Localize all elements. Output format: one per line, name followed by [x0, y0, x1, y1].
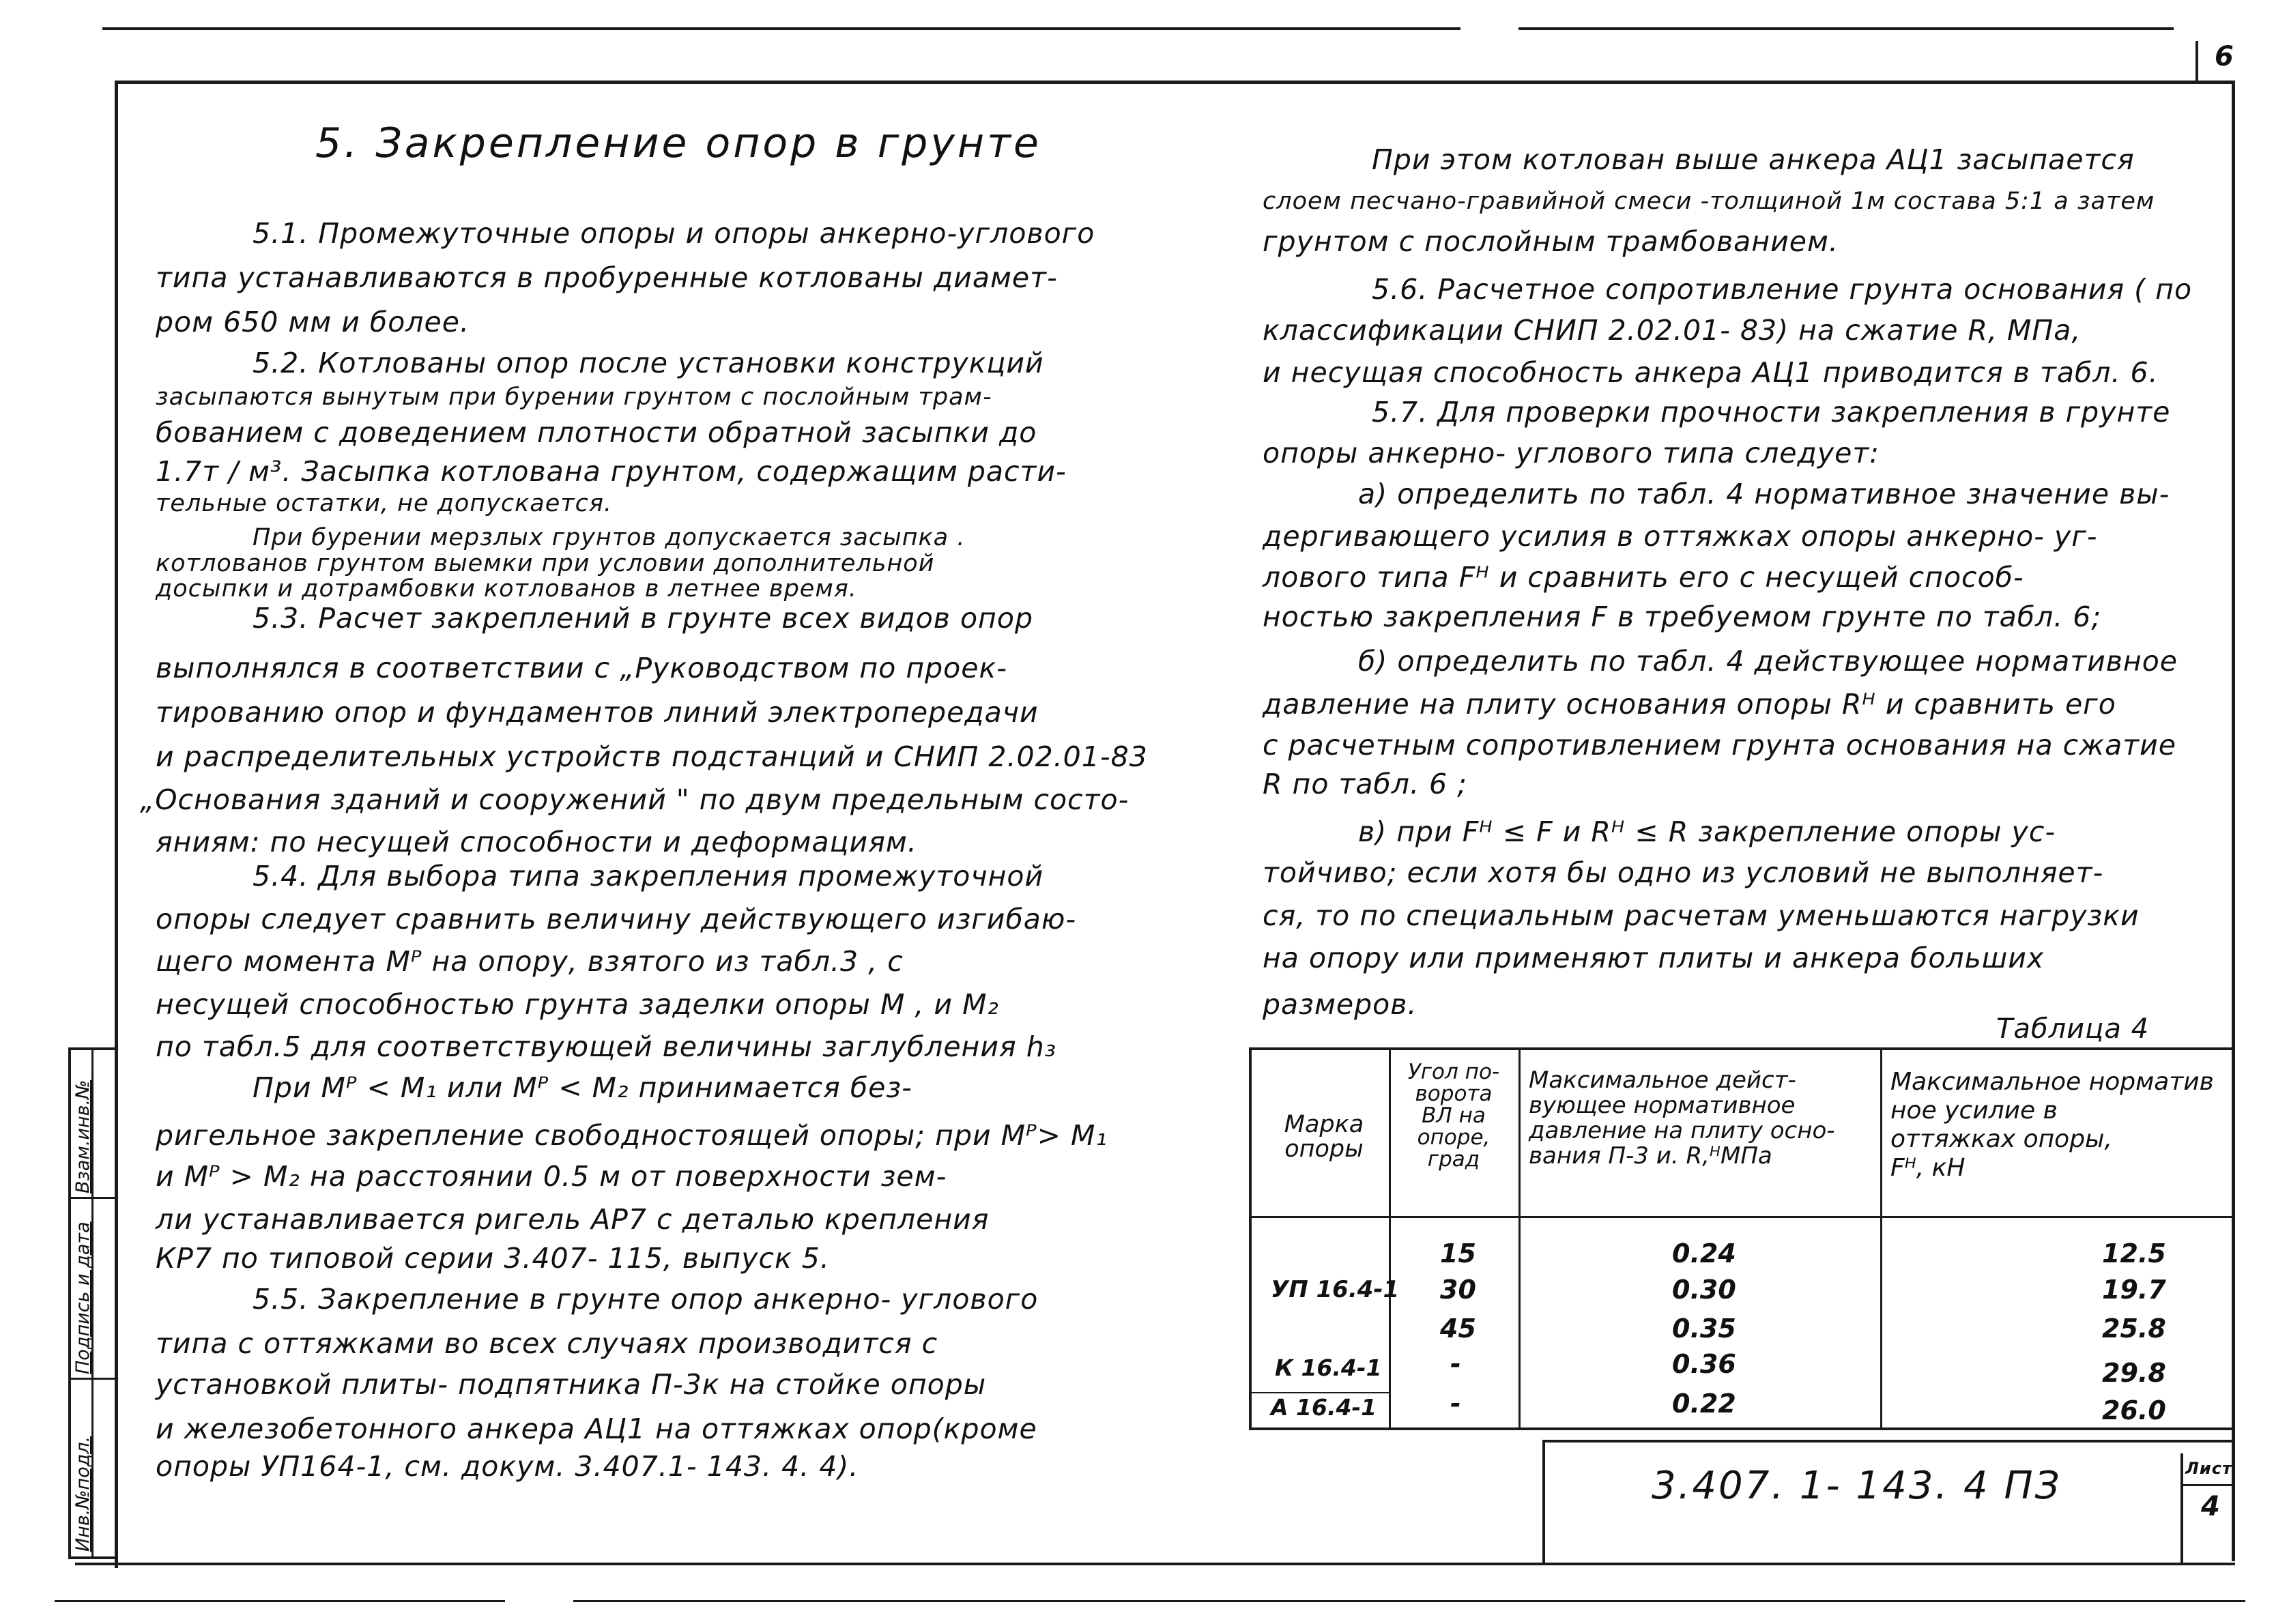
table-caption: Таблица 4 — [1996, 1013, 2150, 1045]
para-5-4-line: ли устанавливается ригель АР7 с деталью крепления — [156, 1203, 990, 1236]
para-5-2-line: 5.2. Котлованы опор после установки конструкций — [253, 347, 1044, 379]
para-5-4-line: 5.4. Для выбора типа закрепления промежуточной — [253, 860, 1044, 893]
para-5-7c-line: размеров. — [1263, 988, 1417, 1021]
header-pressure: Максимальное дейст- вующее нормативное давление на плиту осно- вания П-3 и. R,ᴴМПа — [1529, 1067, 1835, 1170]
row-4-pressure: 0.36 — [1672, 1349, 1736, 1379]
top-line-right — [1518, 27, 2174, 30]
row-3-force: 25.8 — [2102, 1314, 2166, 1344]
para-5-5-line: и железобетонного анкера АЦ1 на оттяжках опор(кроме — [156, 1412, 1037, 1445]
para-5-2-line: засыпаются вынутым при бурении грунтом с послойным трам- — [156, 383, 992, 411]
row-1-angle: 15 — [1440, 1238, 1476, 1268]
row-5-mark-separator — [1249, 1392, 1389, 1393]
row-2-pressure: 0.30 — [1672, 1275, 1736, 1305]
para-5-4-line: по табл.5 для соответствующей величины заглубления h₃ — [156, 1030, 1057, 1063]
row-5-mark: А 16.4-1 — [1271, 1394, 1377, 1421]
frame-bottom — [75, 1563, 2235, 1565]
para-5-7c-line: ся, то по специальным расчетам уменьшаются нагрузки — [1263, 899, 2140, 932]
row-2-angle: 30 — [1440, 1275, 1476, 1305]
frame-top — [115, 81, 2235, 84]
para-5-3-line: выполнялся в соответствии с „Руководством по проек- — [156, 652, 1008, 684]
para-5-2-frozen-line: котлованов грунтом выемки при условии дополнительной — [156, 550, 935, 577]
para-5-5-line: опоры УП164-1, см. докум. 3.407.1- 143. 4. 4). — [156, 1450, 859, 1483]
para-5-2-frozen-line: досыпки и дотрамбовки котлованов в летнее время. — [156, 575, 857, 603]
para-5-1-line: ром 650 мм и более. — [156, 306, 470, 338]
para-5-7a-line: дергивающего усилия в оттяжках опоры анкерно- уг- — [1263, 520, 2098, 553]
para-5-7b-line: давление на плиту основания опоры Rᴴ и сравнить его — [1263, 688, 2116, 721]
para-5-5-cont-line: грунтом с послойным трамбованием. — [1263, 225, 1839, 258]
para-5-7a-line: ностью закрепления F в требуемом грунте по табл. 6; — [1263, 600, 2102, 633]
para-5-5-cont-line: слоем песчано-гравийной смеси -толщиной 1м состава 5:1 а затем — [1263, 188, 2155, 215]
para-5-7b-line: R по табл. 6 ; — [1263, 768, 1467, 800]
title-block-top — [1542, 1440, 2235, 1442]
bottom-line-left — [55, 1600, 505, 1602]
para-5-3-line: тированию опор и фундаментов линий электропередачи — [156, 696, 1039, 729]
para-5-4-line: КР7 по типовой серии 3.407- 115, выпуск 5. — [156, 1242, 830, 1275]
para-5-7b-line: б) определить по табл. 4 действующее нормативное — [1358, 645, 2178, 678]
para-5-2-frozen-line: При бурении мерзлых грунтов допускается засыпка . — [253, 524, 966, 551]
para-5-2-line: 1.7т / м³. Засыпка котлована грунтом, содержащим расти- — [156, 455, 1067, 488]
header-force: Максимальное норматив ное усилие в оттяжках опоры, Fᴴ, кН — [1890, 1068, 2214, 1182]
frame-right — [2232, 81, 2235, 1561]
table-header-bottom — [1249, 1216, 2235, 1218]
para-5-1-line: типа устанавливаются в пробуренные котлованы диамет- — [156, 261, 1058, 294]
table-col-divider-3 — [1880, 1047, 1882, 1430]
section-heading: 5. Закрепление опор в грунте — [315, 119, 1041, 167]
para-5-7-line: 5.7. Для проверки прочности закрепления в грунте — [1372, 396, 2171, 429]
row-3-angle: 45 — [1440, 1314, 1476, 1344]
para-5-7a-line: лового типа Fᴴ и сравнить его с несущей способ- — [1263, 561, 2024, 594]
side-stamp-strip — [68, 1047, 117, 1559]
para-5-7b-line: с расчетным сопротивлением грунта основания на сжатие — [1263, 729, 2176, 762]
para-5-7-line: опоры анкерно- углового типа следует: — [1263, 437, 1880, 469]
row-1-pressure: 0.24 — [1672, 1238, 1736, 1268]
para-5-5-line: типа с оттяжками во всех случаях производится с — [156, 1327, 938, 1360]
para-5-1-line: 5.1. Промежуточные опоры и опоры анкерно-углового — [253, 217, 1095, 250]
title-block-left — [1542, 1440, 1545, 1563]
para-5-5-line: установкой плиты- подпятника П-3к на стойке опоры — [156, 1368, 987, 1401]
para-5-3-line: яниям: по несущей способности и деформациям. — [156, 826, 917, 858]
row-2-force: 19.7 — [2102, 1275, 2166, 1305]
row-4-force: 29.8 — [2102, 1358, 2166, 1388]
table-left-border — [1249, 1047, 1252, 1430]
row-1-force: 12.5 — [2102, 1238, 2166, 1268]
para-5-4-line: При Mᴾ < M₁ или Mᴾ < M₂ принимается без- — [253, 1071, 912, 1104]
header-angle: Угол по- ворота ВЛ на опоре, град — [1407, 1060, 1500, 1172]
side-label-signature-date: Подпись и дата — [72, 1221, 93, 1374]
para-5-2-line: тельные остатки, не допускается. — [156, 490, 613, 517]
row-2-mark: УП 16.4-1 — [1271, 1276, 1400, 1303]
table-bottom-border — [1249, 1427, 2235, 1430]
title-block-sheet-label-line — [2180, 1484, 2235, 1486]
para-5-6-line: 5.6. Расчетное сопротивление грунта основания ( по — [1372, 273, 2193, 306]
side-label-inventory: Инв.№подл. — [72, 1436, 93, 1552]
table-top-border — [1249, 1047, 2235, 1050]
row-5-angle: - — [1450, 1389, 1461, 1419]
para-5-6-line: и несущая способность анкера АЦ1 приводится в табл. 6. — [1263, 356, 2159, 389]
document-code: 3.407. 1- 143. 4 ПЗ — [1652, 1464, 2062, 1508]
para-5-4-line: несущей способностью грунта заделки опоры M , и M₂ — [156, 988, 999, 1021]
header-mark: Марка опоры — [1284, 1111, 1364, 1163]
table-col-divider-1 — [1389, 1047, 1391, 1430]
para-5-4-line: опоры следует сравнить величину действующего изгибаю- — [156, 903, 1077, 936]
para-5-7a-line: а) определить по табл. 4 нормативное значение вы- — [1358, 478, 2170, 510]
para-5-6-line: классификации СНИП 2.02.01- 83) на сжатие R, МПа, — [1263, 314, 2082, 347]
page-number: 6 — [2215, 41, 2234, 72]
row-5-force: 26.0 — [2102, 1395, 2166, 1425]
para-5-7c-line: тойчиво; если хотя бы одно из условий не выполняет- — [1263, 856, 2104, 889]
row-4-angle: - — [1450, 1349, 1461, 1379]
row-5-pressure: 0.22 — [1672, 1389, 1736, 1419]
row-3-pressure: 0.35 — [1672, 1314, 1736, 1344]
para-5-4-line: и Mᴾ > M₂ на расстоянии 0.5 м от поверхности зем- — [156, 1160, 947, 1193]
top-line-left — [102, 27, 1460, 30]
para-5-7c-line: на опору или применяют плиты и анкера больших — [1263, 942, 2045, 974]
sheet-number: 4 — [2201, 1491, 2221, 1522]
table-col-divider-2 — [1518, 1047, 1521, 1430]
para-5-2-line: бованием с доведением плотности обратной засыпки до — [156, 416, 1037, 449]
para-5-5-cont-line: При этом котлован выше анкера АЦ1 засыпается — [1372, 143, 2135, 176]
para-5-3-line: 5.3. Расчет закреплений в грунте всех видов опор — [253, 602, 1033, 635]
bottom-line-right — [573, 1600, 2245, 1602]
title-block-sheet-divider — [2180, 1453, 2183, 1563]
row-4-mark: К 16.4-1 — [1275, 1354, 1382, 1381]
para-5-3-line: и распределительных устройств подстанций и СНИП 2.02.01-83 — [156, 740, 1148, 773]
side-label-replacement: Взам.инв.№ — [72, 1079, 93, 1193]
page-number-box-left — [2196, 41, 2198, 82]
para-5-4-line: щего момента Mᴾ на опору, взятого из табл.3 , с — [156, 945, 904, 978]
para-5-3-line: „Основания зданий и сооружений " по двум предельным состо- — [140, 783, 1129, 816]
sheet-label: Лист — [2185, 1459, 2232, 1478]
para-5-7c-line: в) при Fᴴ ≤ F и Rᴴ ≤ R закрепление опоры ус- — [1358, 815, 2056, 848]
para-5-5-line: 5.5. Закрепление в грунте опор анкерно- углового — [253, 1283, 1039, 1316]
para-5-4-line: ригельное закрепление свободностоящей опоры; при Mᴾ> M₁ — [156, 1119, 1108, 1152]
